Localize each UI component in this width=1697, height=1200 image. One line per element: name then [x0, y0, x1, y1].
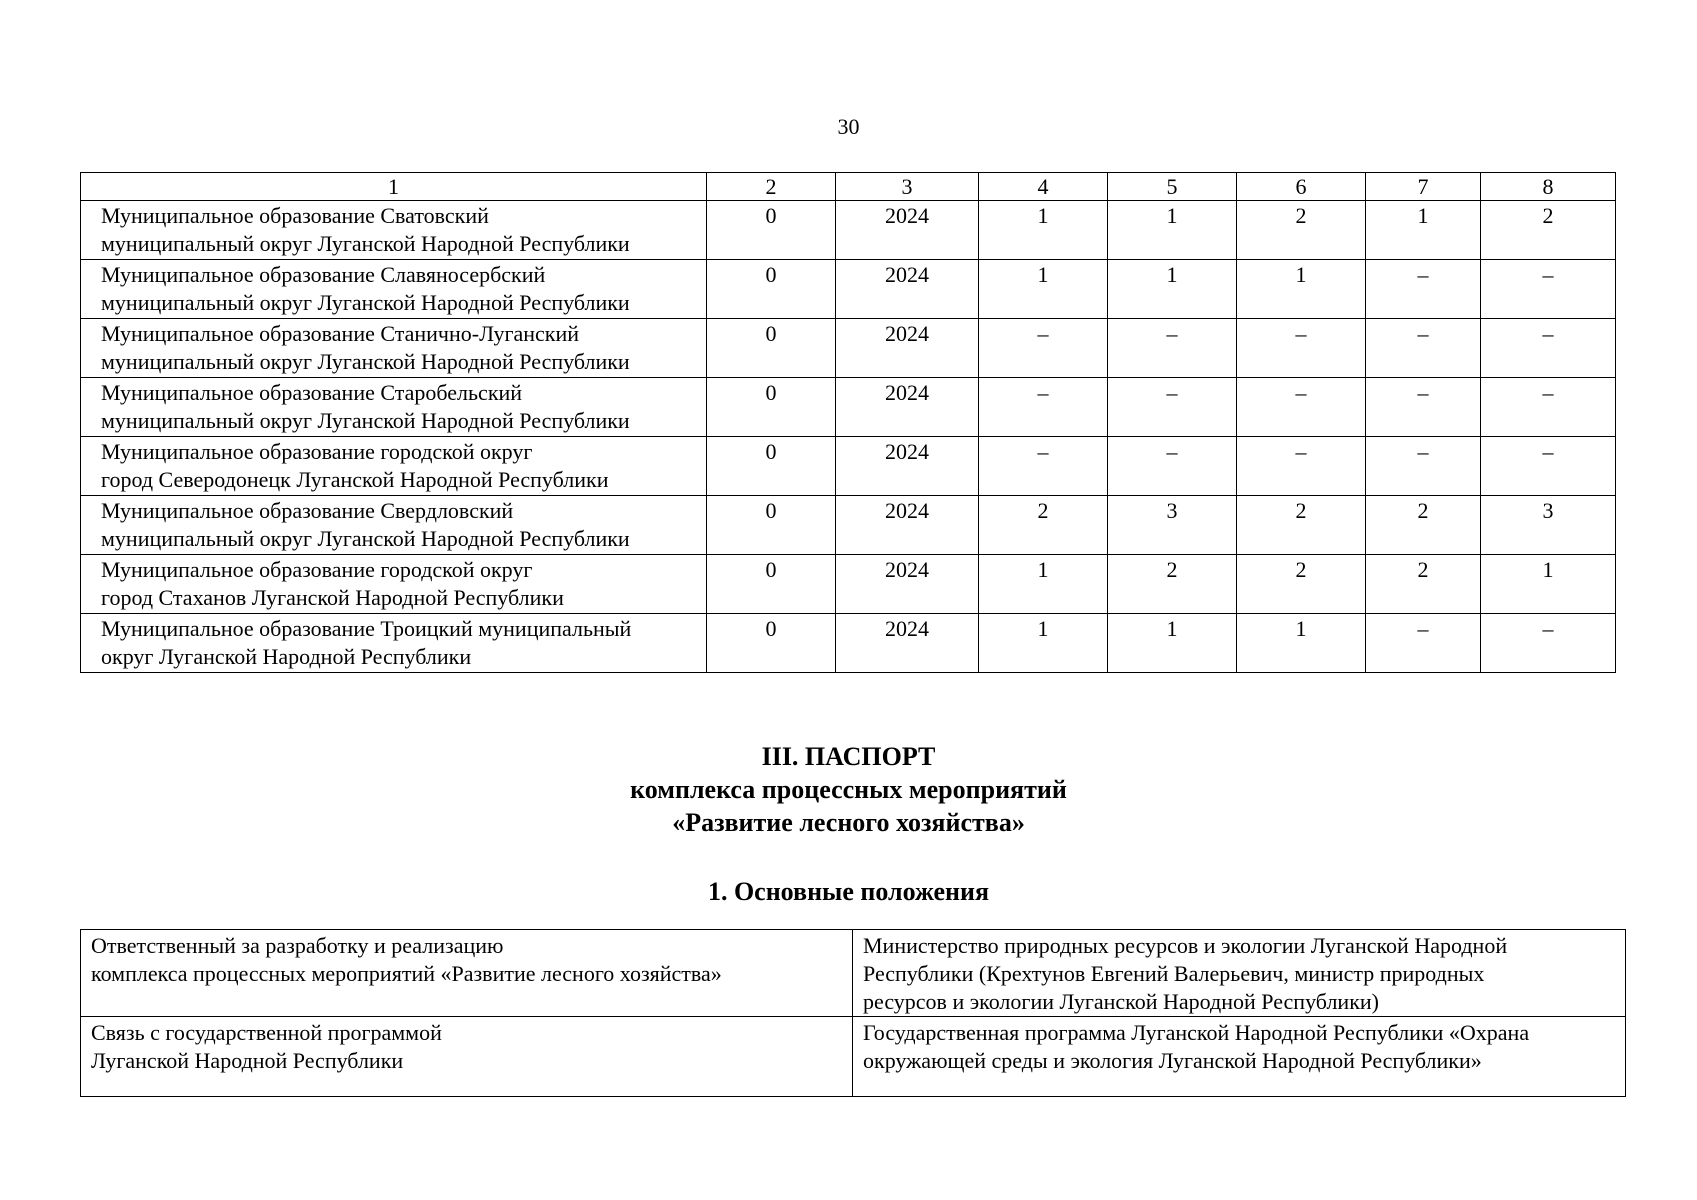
- table-row: [81, 930, 1626, 1017]
- municipal-data-table: [80, 172, 1616, 673]
- subsection-title: 1. Основные положения: [707, 877, 990, 906]
- page-number: 30: [837, 114, 860, 139]
- column-header: 2: [707, 173, 836, 201]
- table-cell: –: [1366, 319, 1481, 378]
- table-cell: –: [1481, 378, 1616, 437]
- municipality-name-line: Муниципальное образование городской округ: [101, 557, 533, 582]
- table-cell: 2: [1366, 555, 1481, 614]
- table-cell: 1: [979, 555, 1108, 614]
- table-cell: 1: [1237, 260, 1366, 319]
- table-row: [81, 437, 1616, 496]
- municipality-name-cell: [81, 614, 707, 673]
- table-cell: –: [1481, 319, 1616, 378]
- table-cell: 1: [1108, 614, 1237, 673]
- table-row: [81, 201, 1616, 260]
- table-cell: –: [1366, 378, 1481, 437]
- passport-value-line: Республики (Крехтунов Евгений Валерьевич, министр природных: [863, 961, 1485, 986]
- passport-value-line: окружающей среды и экология Луганской Народной Республики»: [863, 1048, 1482, 1073]
- table-cell: –: [1366, 260, 1481, 319]
- table-cell: 0: [707, 260, 836, 319]
- municipality-name-cell: [81, 555, 707, 614]
- table-cell: 1: [979, 614, 1108, 673]
- table-header-row: [81, 173, 1616, 201]
- municipality-name-line: муниципальный округ Луганской Народной Республики: [101, 408, 630, 433]
- passport-label-line: Ответственный за разработку и реализацию: [91, 933, 504, 958]
- municipality-name-line: муниципальный округ Луганской Народной Республики: [101, 231, 630, 256]
- table-cell: 2024: [836, 201, 979, 260]
- table-cell: 0: [707, 319, 836, 378]
- table-cell: 2024: [836, 319, 979, 378]
- table-cell: 2: [1481, 201, 1616, 260]
- table-row: [81, 378, 1616, 437]
- table-cell: 2024: [836, 614, 979, 673]
- municipality-name-line: Муниципальное образование городской округ: [101, 439, 533, 464]
- municipality-name-cell: [81, 496, 707, 555]
- table-cell: –: [1481, 614, 1616, 673]
- table-cell: 1: [1481, 555, 1616, 614]
- municipality-name-line: город Северодонецк Луганской Народной Республики: [101, 467, 609, 492]
- table-cell: 3: [1481, 496, 1616, 555]
- column-header: 5: [1108, 173, 1237, 201]
- table-cell: –: [979, 319, 1108, 378]
- table-cell: 1: [1237, 614, 1366, 673]
- table-cell: 0: [707, 378, 836, 437]
- table-cell: –: [1237, 437, 1366, 496]
- table-cell: 2: [979, 496, 1108, 555]
- municipality-name-line: Муниципальное образование Троицкий муниципальный: [101, 616, 632, 641]
- table-cell: 0: [707, 437, 836, 496]
- table-cell: 1: [1366, 201, 1481, 260]
- table-cell: 1: [979, 260, 1108, 319]
- table-row: [81, 496, 1616, 555]
- table-row: [81, 555, 1616, 614]
- passport-value-line: Государственная программа Луганской Народной Республики «Охрана: [863, 1020, 1530, 1045]
- municipality-name-line: Муниципальное образование Свердловский: [101, 498, 514, 523]
- section-title-line: комплекса процессных мероприятий: [630, 775, 1067, 804]
- table-cell: 2: [1108, 555, 1237, 614]
- table-cell: 1: [979, 201, 1108, 260]
- table-cell: –: [1237, 378, 1366, 437]
- table-cell: –: [979, 437, 1108, 496]
- municipality-name-line: муниципальный округ Луганской Народной Республики: [101, 290, 630, 315]
- passport-value-cell: [853, 930, 1626, 1017]
- table-cell: 2: [1237, 496, 1366, 555]
- table-cell: 2024: [836, 496, 979, 555]
- table-cell: 1: [1108, 260, 1237, 319]
- column-header: 7: [1366, 173, 1481, 201]
- table-cell: –: [1108, 378, 1237, 437]
- section-title-line: «Развитие лесного хозяйства»: [672, 808, 1025, 837]
- municipality-name-cell: [81, 201, 707, 260]
- table-cell: –: [1481, 437, 1616, 496]
- municipality-name-line: Муниципальное образование Славяносербский: [101, 262, 546, 287]
- section-title-line: III. ПАСПОРТ: [761, 742, 936, 771]
- municipality-name-cell: [81, 378, 707, 437]
- passport-label-line: Связь с государственной программой: [91, 1020, 442, 1045]
- passport-label-line: Луганской Народной Республики: [91, 1048, 404, 1073]
- municipality-name-cell: [81, 319, 707, 378]
- table-cell: 0: [707, 555, 836, 614]
- column-header: 3: [836, 173, 979, 201]
- table-cell: –: [1108, 319, 1237, 378]
- passport-label-line: комплекса процессных мероприятий «Развитие лесного хозяйства»: [91, 961, 722, 986]
- table-row: [81, 319, 1616, 378]
- table-cell: 2024: [836, 260, 979, 319]
- municipality-name-cell: [81, 260, 707, 319]
- municipality-name-line: муниципальный округ Луганской Народной Республики: [101, 349, 630, 374]
- table-cell: 2024: [836, 378, 979, 437]
- table-cell: 0: [707, 201, 836, 260]
- municipality-name-line: Муниципальное образование Сватовский: [101, 203, 489, 228]
- table-cell: 0: [707, 614, 836, 673]
- table-cell: 1: [1108, 201, 1237, 260]
- table-cell: 3: [1108, 496, 1237, 555]
- column-header: 1: [81, 173, 707, 201]
- table-cell: –: [1366, 614, 1481, 673]
- column-header: 4: [979, 173, 1108, 201]
- table-cell: 2: [1237, 201, 1366, 260]
- table-row: [81, 614, 1616, 673]
- table-cell: –: [1237, 319, 1366, 378]
- table-cell: –: [979, 378, 1108, 437]
- table-cell: 2024: [836, 555, 979, 614]
- passport-label-cell: [81, 930, 853, 1017]
- table-cell: –: [1366, 437, 1481, 496]
- passport-value-line: ресурсов и экологии Луганской Народной Республики): [863, 989, 1379, 1014]
- passport-value-line: Министерство природных ресурсов и экологии Луганской Народной: [863, 933, 1508, 958]
- passport-label-cell: [81, 1017, 853, 1097]
- municipality-name-line: муниципальный округ Луганской Народной Республики: [101, 526, 630, 551]
- municipality-name-line: Муниципальное образование Старобельский: [101, 380, 523, 405]
- table-cell: 2024: [836, 437, 979, 496]
- table-cell: 0: [707, 496, 836, 555]
- table-row: [81, 260, 1616, 319]
- table-row: [81, 1017, 1626, 1097]
- municipality-name-cell: [81, 437, 707, 496]
- municipality-name-line: город Стаханов Луганской Народной Республики: [101, 585, 564, 610]
- column-header: 6: [1237, 173, 1366, 201]
- section-title: [0, 740, 1697, 839]
- table-cell: 2: [1237, 555, 1366, 614]
- table-cell: –: [1108, 437, 1237, 496]
- municipality-name-line: Муниципальное образование Станично-Луганский: [101, 321, 580, 346]
- table-cell: 2: [1366, 496, 1481, 555]
- passport-table: [80, 929, 1626, 1097]
- table-cell: –: [1481, 260, 1616, 319]
- municipality-name-line: округ Луганской Народной Республики: [101, 644, 472, 669]
- column-header: 8: [1481, 173, 1616, 201]
- passport-value-cell: [853, 1017, 1626, 1097]
